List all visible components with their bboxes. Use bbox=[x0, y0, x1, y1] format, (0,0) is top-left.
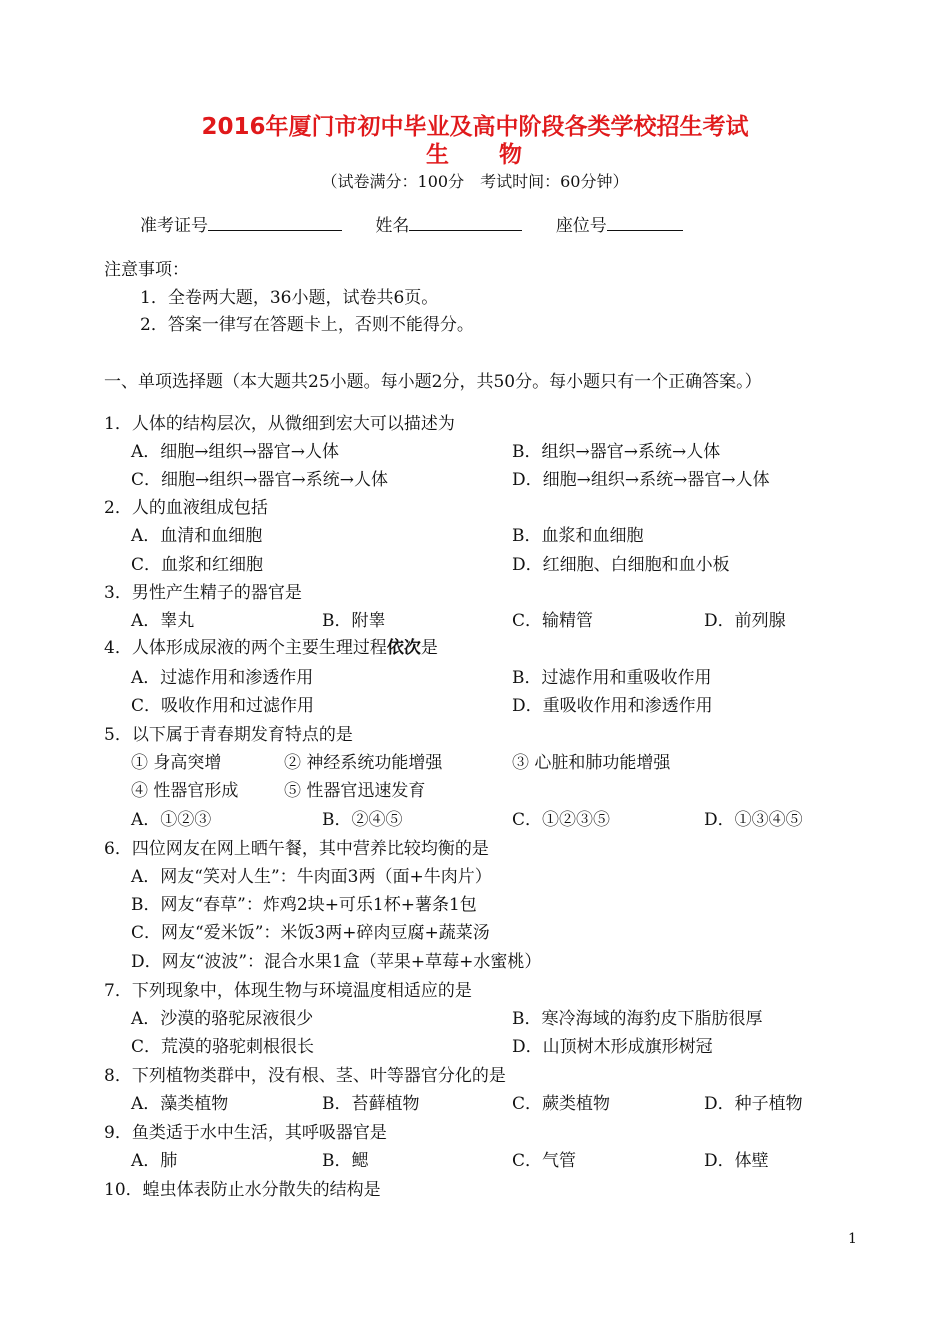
option: C．输精管 bbox=[512, 611, 594, 631]
option: C．蕨类植物 bbox=[512, 1094, 611, 1114]
option: B．寒冷海域的海豹皮下脂肪很厚 bbox=[512, 1009, 763, 1029]
question-stem: 9．鱼类适于水中生活，其呼吸器官是 bbox=[104, 1123, 387, 1143]
question-stem: 7．下列现象中，体现生物与环境温度相适应的是 bbox=[104, 981, 472, 1001]
option: D．①③④⑤ bbox=[704, 810, 803, 830]
name-label: 姓名 bbox=[375, 216, 410, 236]
option: D．红细胞、白细胞和血小板 bbox=[512, 555, 730, 575]
option: D．重吸收作用和渗透作用 bbox=[512, 696, 713, 716]
name-field[interactable] bbox=[409, 212, 522, 231]
stem-text: 4．人体形成尿液的两个主要生理过程 bbox=[104, 638, 387, 658]
question-stem: 1．人体的结构层次，从微细到宏大可以描述为 bbox=[104, 414, 455, 434]
option: A．沙漠的骆驼尿液很少 bbox=[131, 1009, 314, 1029]
notes-heading: 注意事项： bbox=[104, 260, 189, 280]
option: D．体壁 bbox=[704, 1151, 769, 1171]
question-stem: 3．男性产生精子的器官是 bbox=[104, 583, 302, 603]
option: A．藻类植物 bbox=[131, 1094, 229, 1114]
option: C．气管 bbox=[512, 1151, 577, 1171]
question-stem: 8．下列植物类群中，没有根、茎、叶等器官分化的是 bbox=[104, 1066, 506, 1086]
statement-item: ④ 性器官形成 bbox=[131, 781, 239, 801]
exam-title: 2016年厦门市初中毕业及高中阶段各类学校招生考试 bbox=[201, 114, 749, 140]
statement-item: ② 神经系统功能增强 bbox=[284, 753, 443, 773]
option: B．网友“春草”：炸鸡2块+可乐1杯+薯条1包 bbox=[131, 895, 477, 915]
question-stem: 6．四位网友在网上晒午餐，其中营养比较均衡的是 bbox=[104, 839, 489, 859]
option: A．网友“笑对人生”：牛肉面3两（面+牛肉片） bbox=[131, 867, 492, 887]
page-number: 1 bbox=[848, 1231, 857, 1247]
option: A．细胞→组织→器官→人体 bbox=[131, 442, 340, 462]
note-item: 1．全卷两大题，36小题，试卷共6页。 bbox=[140, 288, 439, 308]
note-item: 2．答案一律写在答题卡上，否则不能得分。 bbox=[140, 315, 474, 335]
option: D．细胞→组织→系统→器官→人体 bbox=[512, 470, 770, 490]
subject-char-2: 物 bbox=[499, 142, 524, 168]
exam-no-label: 准考证号 bbox=[140, 216, 208, 236]
subject-title bbox=[0, 141, 950, 169]
question-stem: 2．人的血液组成包括 bbox=[104, 498, 268, 518]
emphasis-text: 依次 bbox=[386, 638, 421, 658]
statement-item: ⑤ 性器官迅速发育 bbox=[284, 781, 426, 801]
option: A．肺 bbox=[131, 1151, 178, 1171]
option: C．荒漠的骆驼刺根很长 bbox=[131, 1037, 315, 1057]
option: C．网友“爱米饭”：米饭3两+碎肉豆腐+蔬菜汤 bbox=[131, 923, 490, 943]
question-stem bbox=[104, 636, 438, 660]
exam-no-field[interactable] bbox=[208, 212, 342, 231]
option: A．①②③ bbox=[131, 810, 212, 830]
option: A．睾丸 bbox=[131, 611, 195, 631]
option: C．吸收作用和过滤作用 bbox=[131, 696, 315, 716]
option: A．过滤作用和渗透作用 bbox=[131, 668, 314, 688]
candidate-info bbox=[140, 212, 683, 238]
option: B．②④⑤ bbox=[322, 810, 403, 830]
statement-item: ③ 心脏和肺功能增强 bbox=[512, 753, 671, 773]
option: C．细胞→组织→器官→系统→人体 bbox=[131, 470, 388, 490]
option: C．①②③⑤ bbox=[512, 810, 611, 830]
seat-field[interactable] bbox=[607, 212, 683, 231]
option: D．种子植物 bbox=[704, 1094, 803, 1114]
option: B．鳃 bbox=[322, 1151, 369, 1171]
seat-label: 座位号 bbox=[555, 216, 607, 236]
option: B．附睾 bbox=[322, 611, 386, 631]
option: B．血浆和血细胞 bbox=[512, 526, 644, 546]
stem-text: 是 bbox=[420, 638, 438, 658]
subject-char-1: 生 bbox=[426, 142, 451, 168]
option: B．过滤作用和重吸收作用 bbox=[512, 668, 712, 688]
statement-item: ① 身高突增 bbox=[131, 753, 222, 773]
option: D．山顶树木形成旗形树冠 bbox=[512, 1037, 713, 1057]
option: D．网友“波波”：混合水果1盒（苹果+草莓+水蜜桃） bbox=[131, 952, 542, 972]
question-stem: 5．以下属于青春期发育特点的是 bbox=[104, 725, 353, 745]
option: B．组织→器官→系统→人体 bbox=[512, 442, 721, 462]
question-stem: 10．蝗虫体表防止水分散失的结构是 bbox=[104, 1180, 381, 1200]
exam-info: （试卷满分：100分 考试时间：60分钟） bbox=[321, 172, 629, 191]
option: A．血清和血细胞 bbox=[131, 526, 263, 546]
option: B．苔藓植物 bbox=[322, 1094, 420, 1114]
option: D．前列腺 bbox=[704, 611, 786, 631]
option: C．血浆和红细胞 bbox=[131, 555, 264, 575]
section-heading: 一、单项选择题（本大题共25小题。每小题2分，共50分。每小题只有一个正确答案。） bbox=[104, 372, 762, 392]
